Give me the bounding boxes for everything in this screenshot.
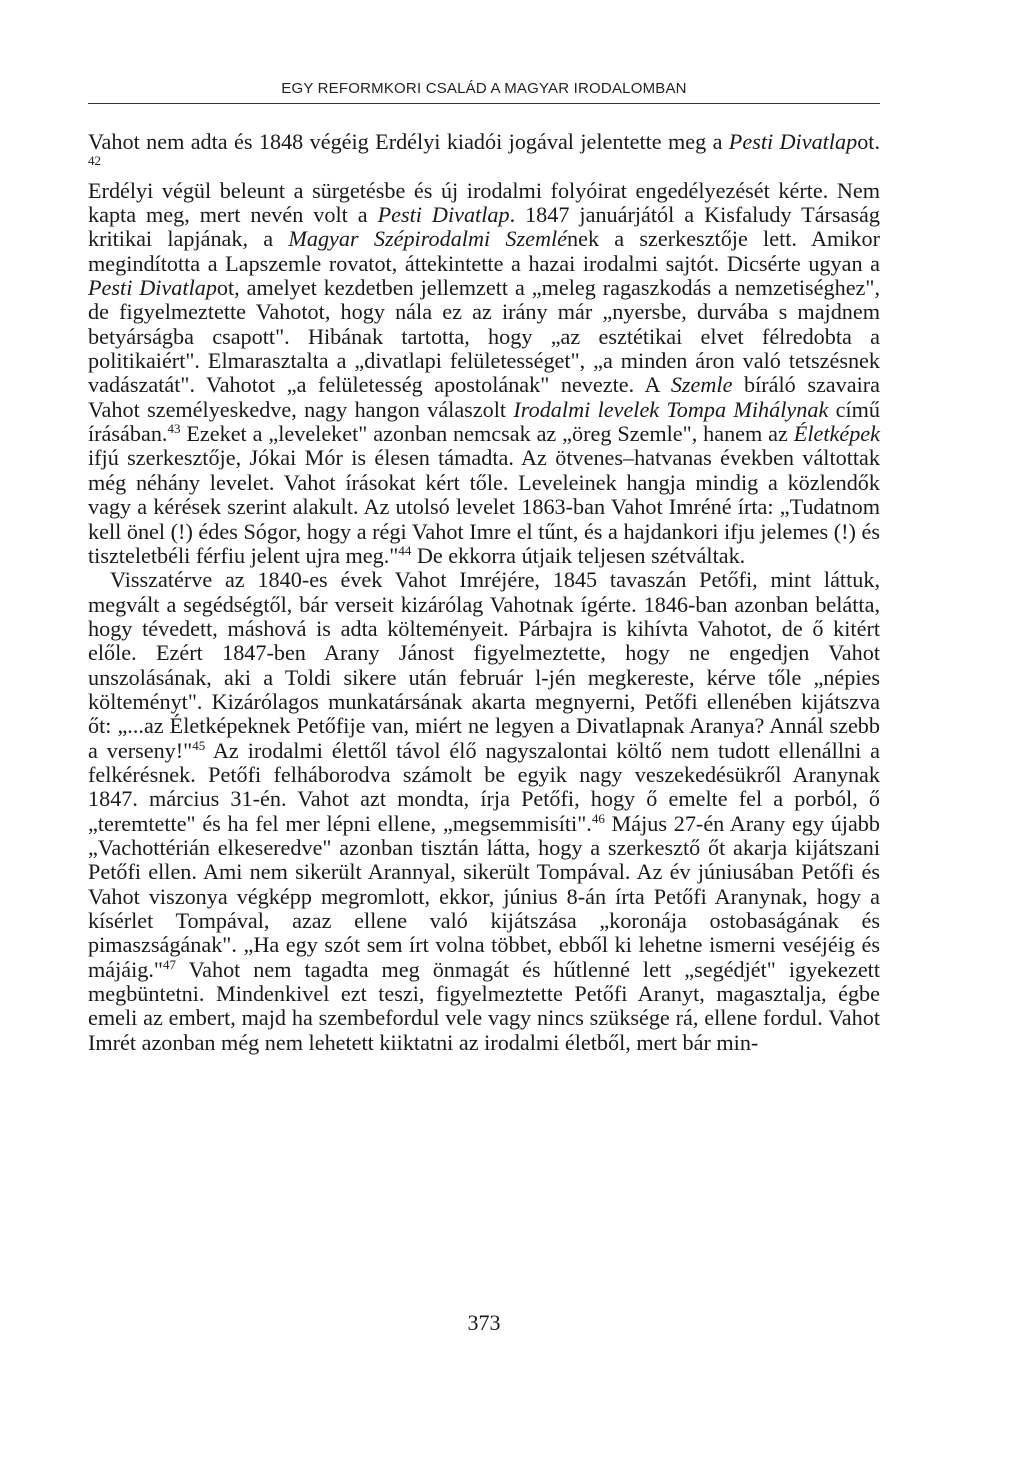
italic-title: Szemle (670, 372, 733, 398)
text-run: . 1847 januárjától a Kisfaludy Társaság kritikai lapjának, a (88, 202, 881, 252)
italic-title: Pesti Divatlap (377, 202, 510, 228)
page-number: 373 (467, 1310, 501, 1335)
text-run: Vahot nem tagadta meg önmagát és hűtlenné lett „segédjét" igyekezett megbüntetni. Mindenkivel ezt teszi, figyelmeztette Petőfi Aranyt, magasztalja, égbe emeli az embert, majd ha szembefordul vele vagy nincs szüksége rá, ellene fordul. Vahot Imrét azonban még nem lehetett kiiktatni az irodalmi életből, mert bár min- (88, 956, 880, 1055)
running-header: EGY REFORMKORI CSALÁD A MAGYAR IRODALOMBAN (281, 80, 687, 97)
italic-title: Irodalmi levelek Tompa Mihálynak (513, 396, 829, 422)
text-run: ot, amelyet kezdetben jellemzett a „meleg ragaszkodás a nemzetiséghez", de figyelmeztette Vahotot, hogy nála ez az irány már „nyersbe, durvába s majdnem betyárságba csapott". Hibának tartotta, hogy „az esztétikai elvet félredobta a politikaiért". Elmarasztalta a „divatlapi felületességet", „a minden áron való tetszésnek vadászatát". Vahotot „a felületesség apostolának" nevezte. A (88, 275, 880, 398)
text-run: Vahot nem adta és 1848 végéig Erdélyi kiadói jogával jelentette meg a (88, 129, 729, 154)
text-run: ot. (857, 129, 880, 154)
text-run: Erdélyi végül beleunt a sürgetésbe és új irodalmi folyóirat engedélyezését kérte. Nem kapta meg, mert nevén volt a (88, 177, 880, 228)
paragraph-3 (88, 568, 880, 1055)
footnote-ref: 47 (162, 956, 176, 972)
text-run: ifjú szerkesztője, Jókai Mór is élesen támadta. Az ötvenes–hatvanas években váltottak még néhány levelet. Vahot írásokat kért tőle. Leveleinek hangja mindig a közlendők vagy a kérések szerint alakult. Az utolsó levelet 1863-ban Vahot Imréné írta: „Tudatnom kell önel (!) édes Sógor, hogy a régi Vahot Imre el tűnt, és a hajdankori ifju jelemes (!) és tiszteletbéli férfiu jelent ujra meg." (88, 445, 880, 568)
text-run: Az irodalmi élettől távol élő nagyszalontai költő nem tudott ellenállni a felkérésnek. Petőfi felháborodva számolt be egyik nagy veszekedésükről Aranynak 1847. március 31-én. Vahot azt mondta, írja Petőfi, hogy ő emelte fel a porból, ő „teremtette" és ha fel mer lépni ellene, „megsemmisíti". (88, 737, 880, 836)
text-run: nek a szerkesztője lett. Amikor megindította a Lapszemle rovatot, áttekintette a hazai irodalmi sajtót. Dicsérte ugyan a (88, 226, 880, 276)
footnote-ref: 44 (398, 542, 412, 558)
footnote-ref: 42 (88, 153, 101, 169)
text-run: Május 27-én Arany egy újabb „Vachottérián elkeseredve" azonban tisztán látta, hogy a szerkesztő őt akarja kijátszani Petőfi ellen. Ami nem sikerült Arannyal, sikerült Tompával. Az év júniusában Petőfi és Vahot viszonya végképp megromlott, ekkor, június 8-án írta Petőfi Aranynak, hogy a kísérlet Tompával, azaz ellene való kijátszása „koronája ostobaságának és pimaszságának". „Ha egy szót sem írt volna többet, ebből ki lehetne ismerni veséjéig és májáig." (88, 810, 880, 982)
body-text (88, 130, 880, 1055)
text-run: De ekkorra útjaik teljesen szétváltak. (411, 542, 746, 568)
italic-title: Pesti Divatlap (728, 129, 858, 154)
text-run: című írásában. (88, 396, 880, 447)
paragraph-2 (88, 179, 880, 569)
footnote-ref: 46 (591, 810, 605, 826)
text-run: Visszatérve az 1840-es évek Vahot Imréjére, 1845 tavaszán Petőfi, mint láttuk, megvált a segédségtől, bár verseit kizárólag Vahotnak ígérte. 1846-ban azonban belátta, hogy tévedett, máshová is adta költeményeit. Párbajra is kihívta Vahotot, de ő kitért előle. Ezért 1847-ben Arany Jánost figyelmeztette, hogy ne engedjen Vahot unszolásának, aki a Toldi sikere után február l-jén megkereste, kérve tőle „népies költeményt". Kizárólagos munkatársának akarta megnyerni, Petőfi ellenében kijátszva őt: „...az Életképeknek Petőfije van, miért ne legyen a Divatlapnak Aranya? Annál szebb a verseny!" (88, 567, 880, 763)
text-run: Ezeket a „leveleket" azonban nemcsak az „öreg Szemle", hanem az (180, 421, 794, 447)
paragraph-1 (88, 130, 880, 179)
footnote-ref: 45 (192, 737, 206, 753)
text-run: bíráló szavaira Vahot személyeskedve, nagy hangon válaszolt (88, 372, 880, 422)
italic-title: Magyar Szépirodalmi Szemlé (288, 226, 568, 252)
italic-title: Pesti Divatlap (88, 275, 217, 301)
italic-title: Életképek (793, 421, 880, 447)
footnote-ref: 43 (167, 421, 181, 437)
header-rule (88, 103, 880, 104)
